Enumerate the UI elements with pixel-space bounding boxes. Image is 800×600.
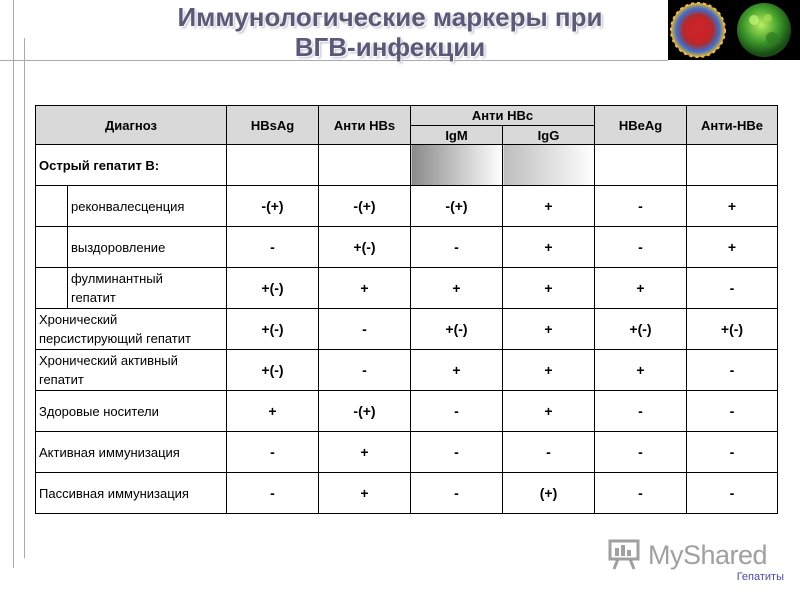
slide-title-line1: Иммунологические маркеры при (177, 2, 603, 32)
cell-igg: (+) (503, 473, 595, 514)
capsid-icon (737, 3, 791, 57)
cell-hbeag: - (595, 227, 687, 268)
cell-hbsag: +(-) (227, 350, 319, 391)
cell-igm: - (411, 473, 503, 514)
cell-igg: - (503, 432, 595, 473)
cell-anti-hbs: -(+) (319, 391, 411, 432)
cell-igg: + (503, 350, 595, 391)
acute-hepatitis-label: Острый гепатит В: (36, 145, 227, 186)
cell-anti-hbs: + (319, 473, 411, 514)
cell-igg: + (503, 391, 595, 432)
cell-anti-hbe: +(-) (687, 309, 778, 350)
header-igg: IgG (503, 126, 595, 145)
cell-anti-hbs: -(+) (319, 186, 411, 227)
header-diagnosis: Диагноз (36, 106, 227, 145)
presentation-icon (606, 537, 644, 571)
row-label: Активная иммунизация (36, 432, 227, 473)
cell-hbsag: - (227, 227, 319, 268)
header-hbeag: HBeAg (595, 106, 687, 145)
cell-hbsag: - (227, 432, 319, 473)
cell-igm: + (411, 268, 503, 309)
cell-anti-hbe: + (687, 227, 778, 268)
slide-title-line2: ВГВ-инфекции (294, 32, 486, 62)
cell-anti-hbe: - (687, 432, 778, 473)
markers-table (35, 105, 778, 514)
header-igm: IgM (411, 126, 503, 145)
row-label: Хронический активный гепатит (36, 350, 227, 391)
virus-image (668, 0, 800, 60)
cell-igm: + (411, 350, 503, 391)
cell-igm: +(-) (411, 309, 503, 350)
cell-anti-hbe: - (687, 473, 778, 514)
cell-hbeag: - (595, 391, 687, 432)
row-label: фулминантный гепатит (68, 268, 227, 309)
cell-anti-hbs: +(-) (319, 227, 411, 268)
cell-hbeag: - (595, 186, 687, 227)
cell-hbsag: -(+) (227, 186, 319, 227)
watermark-text: MyShared (648, 540, 768, 570)
table-row (36, 391, 778, 432)
cell-anti-hbs: - (319, 350, 411, 391)
row-label: выздоровление (68, 227, 227, 268)
table-row-acute (36, 145, 778, 186)
cell-hbeag: - (595, 473, 687, 514)
left-decor-line (13, 0, 14, 568)
watermark (606, 537, 766, 573)
cell-hbeag: +(-) (595, 309, 687, 350)
cell-igg: + (503, 227, 595, 268)
table-row (36, 186, 778, 227)
cell-hbsag: - (227, 473, 319, 514)
cell-anti-hbe: - (687, 350, 778, 391)
cell-igg: + (503, 309, 595, 350)
cell-igm: -(+) (411, 186, 503, 227)
table-row (36, 473, 778, 514)
cell-anti-hbs: - (319, 309, 411, 350)
table-row (36, 268, 778, 309)
slide-title (110, 2, 670, 62)
cell-anti-hbs: + (319, 432, 411, 473)
igm-gradient-cell (411, 145, 503, 186)
cell-igm: - (411, 391, 503, 432)
cell-igm: - (411, 227, 503, 268)
cell-anti-hbe: - (687, 268, 778, 309)
igg-gradient-cell (503, 145, 595, 186)
cell-hbsag: + (227, 391, 319, 432)
cell-igg: + (503, 268, 595, 309)
cell-hbeag: + (595, 350, 687, 391)
cell-hbsag: +(-) (227, 268, 319, 309)
header-anti-hbs: Анти HBs (319, 106, 411, 145)
cell-anti-hbs: + (319, 268, 411, 309)
table-row (36, 350, 778, 391)
footer-label: Гепатиты (736, 571, 784, 583)
left-decor-line-2 (24, 38, 25, 558)
header-hbsag: HBsAg (227, 106, 319, 145)
cell-hbsag: +(-) (227, 309, 319, 350)
cell-igm: - (411, 432, 503, 473)
virus-illustration (668, 0, 800, 60)
cell-anti-hbe: - (687, 391, 778, 432)
table-row (36, 309, 778, 350)
header-anti-hbc: Анти HBc (411, 106, 595, 126)
header-row (36, 106, 778, 126)
row-label: Пассивная иммунизация (36, 473, 227, 514)
cell-hbeag: - (595, 432, 687, 473)
cell-anti-hbe: + (687, 186, 778, 227)
table-row (36, 227, 778, 268)
header-anti-hbe: Анти-HBe (687, 106, 778, 145)
cell-igg: + (503, 186, 595, 227)
cell-hbeag: + (595, 268, 687, 309)
row-label: Здоровые носители (36, 391, 227, 432)
row-label: реконвалесценция (68, 186, 227, 227)
row-label: Хронический персистирующий гепатит (36, 309, 227, 350)
table-row (36, 432, 778, 473)
